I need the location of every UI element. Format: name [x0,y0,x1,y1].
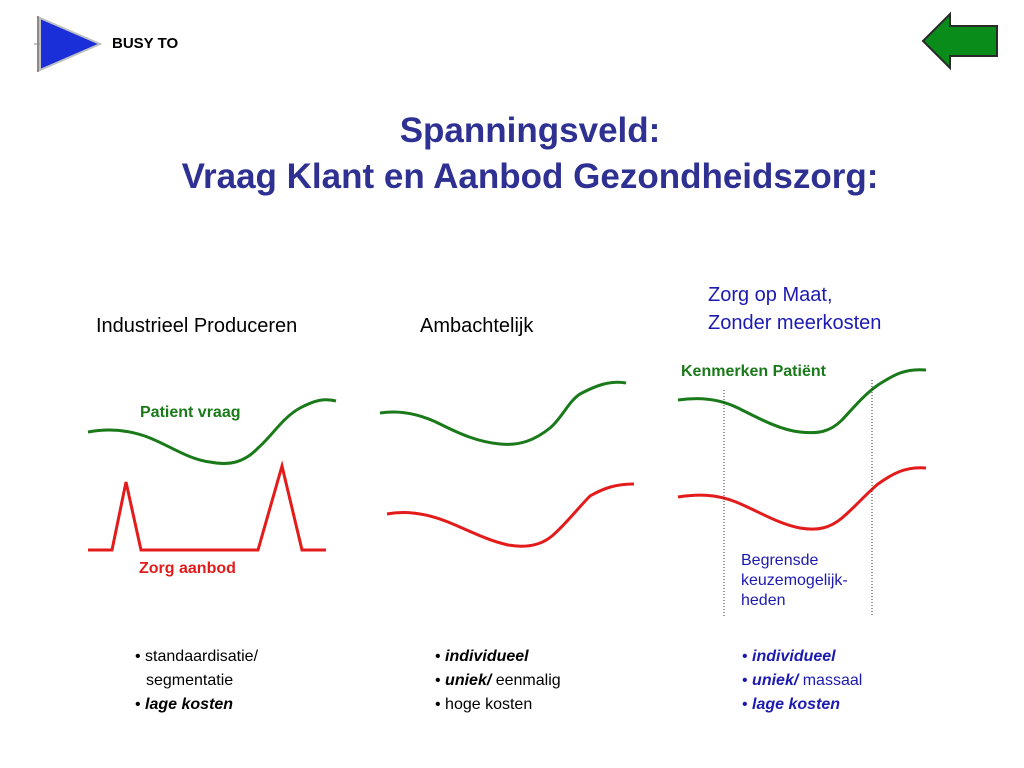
bullet-text: uniek/ [752,672,799,689]
limited-line-3: heden [741,592,786,609]
bullet-item [742,669,862,693]
bullets-craft [435,645,561,717]
brand-label: BUSY TO [112,35,179,52]
heading-industrial: Industrieel Produceren [96,315,298,337]
bullet-marker: • [435,696,446,713]
bullets-custom [742,645,862,717]
limited-line-1: Begrensde [741,552,819,569]
bullet-item [135,669,258,693]
bullet-text: individueel [445,648,529,665]
supply-curve-industrial [88,466,326,550]
bullet-item [742,693,862,717]
bullet-marker: • [742,648,753,665]
bullet-text: lage kosten [145,696,234,713]
bullet-marker: • [742,672,753,689]
bullet-item [435,645,561,669]
bullet-text: standaardisatie/ [145,648,259,665]
label-limited-choices [741,551,881,611]
demand-curve-craft [380,382,626,444]
label-care-supply: Zorg aanbod [139,560,236,577]
limited-line-2: keuzemogelijk- [741,572,848,589]
bullet-item [135,693,258,717]
heading-custom-line-1: Zorg op Maat, [708,284,833,306]
supply-curve-craft [387,484,634,546]
bullet-marker: • [135,648,146,665]
heading-craft: Ambachtelijk [420,315,534,337]
bullet-marker: • [435,648,446,665]
title-line-2: Vraag Klant en Aanbod Gezondheidszorg: [181,157,879,196]
title-line-1: Spanningsveld: [399,111,661,150]
bullet-text: individueel [752,648,836,665]
bullet-item [742,645,862,669]
bullet-item [435,669,561,693]
supply-curve-custom [678,468,926,529]
bullet-item [435,693,561,717]
label-patient-characteristics: Kenmerken Patiënt [681,363,826,380]
bullet-text: massaal [798,672,863,689]
bullet-marker: • [435,672,446,689]
heading-custom-line-2: Zonder meerkosten [708,312,882,334]
bullet-text: eenmalig [491,672,561,689]
bullet-marker: • [135,696,146,713]
bullet-text: hoge kosten [445,696,533,713]
bullet-text: segmentatie [146,672,234,689]
bullet-text: lage kosten [752,696,841,713]
bullet-marker: • [742,696,753,713]
bullets-industrial [135,645,258,717]
bullet-text: uniek/ [445,672,492,689]
bullet-item [135,645,258,669]
label-patient-demand: Patient vraag [140,404,241,421]
